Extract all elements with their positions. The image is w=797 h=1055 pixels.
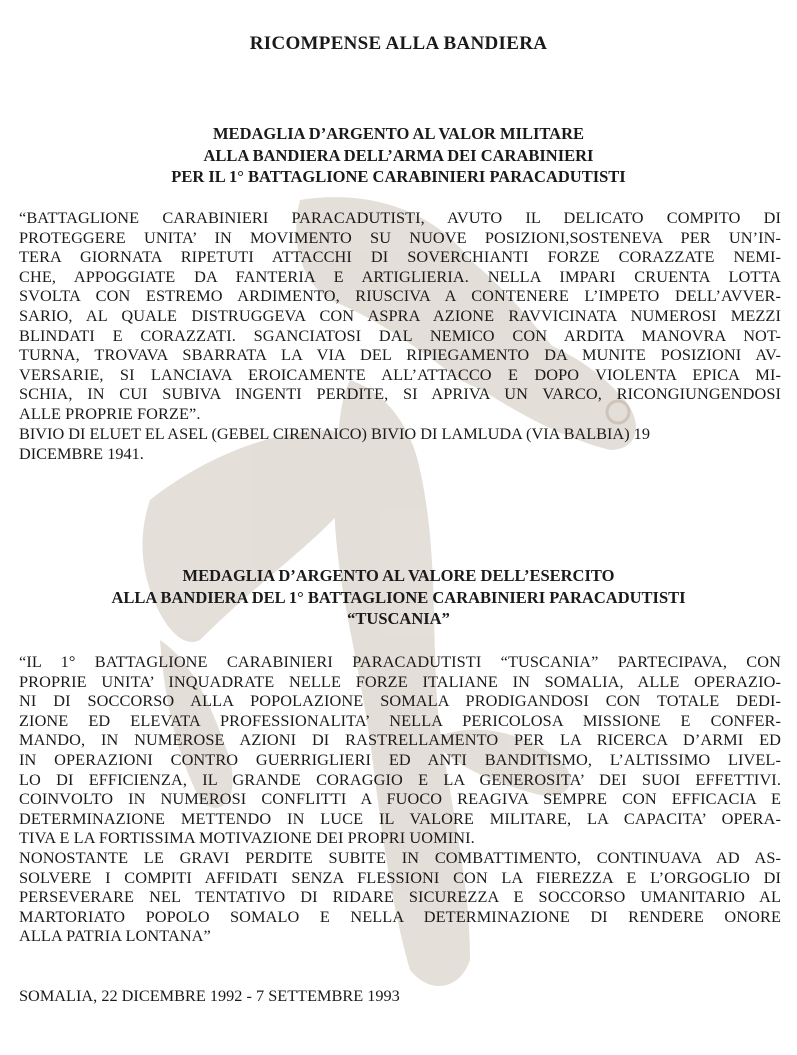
- place-date-line: DICEMBRE 1941.: [19, 443, 144, 463]
- citation-line: IN OPERAZIONI CONTRO GUERRIGLIERI ED ANTI BANDITISMO, L’ALTISSIMO LIVEL-: [19, 749, 781, 769]
- award-1-heading-line: PER IL 1° BATTAGLIONE CARABINIERI PARACADUTISTI: [171, 167, 626, 186]
- citation-line: ALLA PATRIA LONTANA”: [19, 926, 211, 946]
- award-2-heading-line: MEDAGLIA D’ARGENTO AL VALORE DELL’ESERCITO: [182, 566, 615, 585]
- citation-line: MANDO, IN NUMEROSE AZIONI DI RASTRELLAMENTO PER LA RICERCA D’ARMI ED: [19, 730, 781, 750]
- citation-line: TURNA, TROVAVA SBARRATA LA VIA DEL RIPIEGAMENTO DA MUNITE POSIZIONI AV-: [19, 345, 781, 365]
- citation-line: PERSEVERARE NEL TENTATIVO DI RIDARE SICUREZZA E SOCCORSO UMANITARIO AL: [19, 887, 781, 907]
- citation-line: SCHIA, IN CUI SUBIVA INGENTI PERDITE, SI APRIVA UN VARCO, RICONGIUNGENDOSI: [19, 384, 781, 404]
- award-2-heading-line: “TUSCANIA”: [347, 609, 450, 628]
- award-2-place-date: [19, 986, 781, 1006]
- citation-line: PROTEGGERE UNITA’ IN MOVIMENTO SU NUOVE POSIZIONI,SOSTENEVA PER UN’IN-: [19, 227, 781, 247]
- citation-line: TIVA E LA FORTISSIMA MOTIVAZIONE DEI PROPRI UOMINI.: [19, 828, 475, 848]
- citation-line: BLINDATI E CORAZZATI. SGANCIATOSI DAL NEMICO CON ARDITA MANOVRA NOT-: [19, 325, 781, 345]
- citation-line: SVOLTA CON ESTREMO ARDIMENTO, RIUSCIVA A CONTENERE L’IMPETO DELL’AVVER-: [19, 286, 781, 306]
- place-date-line: BIVIO DI ELUET EL ASEL (GEBEL CIRENAICO) BIVIO DI LAMLUDA (VIA BALBIA) 19: [19, 424, 650, 443]
- citation-line: NONOSTANTE LE GRAVI PERDITE SUBITE IN COMBATTIMENTO, CONTINUAVA AD AS-: [19, 847, 781, 867]
- award-1-citation: [19, 208, 781, 424]
- citation-line: MARTORIATO POPOLO SOMALO E NELLA DETERMINAZIONE DI RENDERE ONORE: [19, 906, 781, 926]
- citation-line: TERA GIORNATA RIPETUTI ATTACCHI DI SOVERCHIANTI FORZE CORAZZATE NEMI-: [19, 247, 781, 267]
- citation-line: ZIONE ED ELEVATA PROFESSIONALITA’ NELLA PERICOLOSA MISSIONE E CONFER-: [19, 710, 781, 730]
- award-1-heading-line: MEDAGLIA D’ARGENTO AL VALOR MILITARE: [212, 124, 585, 143]
- citation-line: DETERMINAZIONE METTENDO IN LUCE IL VALORE MILITARE, LA CAPACITA’ OPERA-: [19, 808, 781, 828]
- award-1-heading: [0, 123, 797, 188]
- page-title: RICOMPENSE ALLA BANDIERA: [249, 33, 548, 54]
- award-1-place-date: [19, 424, 781, 463]
- award-1-heading-line: ALLA BANDIERA DELL’ARMA DEI CARABINIERI: [203, 145, 594, 165]
- citation-line: “BATTAGLIONE CARABINIERI PARACADUTISTI, AVUTO IL DELICATO COMPITO DI: [19, 208, 781, 227]
- citation-line: “IL 1° BATTAGLIONE CARABINIERI PARACADUTISTI “TUSCANIA” PARTECIPAVA, CON: [19, 652, 781, 671]
- award-2-heading-line: ALLA BANDIERA DEL 1° BATTAGLIONE CARABINIERI PARACADUTISTI: [111, 587, 686, 607]
- citation-line: SOLVERE I COMPITI AFFIDATI SENZA FLESSIONI CON LA FIEREZZA E L’ORGOGLIO DI: [19, 867, 781, 887]
- citation-line: PROPRIE UNITA’ INQUADRATE NELLE FORZE ITALIANE IN SOMALIA, ALLE OPERAZIO-: [19, 671, 781, 691]
- citation-line: NI DI SOCCORSO ALLA POPOLAZIONE SOMALA PRODIGANDOSI CON TOTALE DEDI-: [19, 691, 781, 711]
- citation-line: COINVOLTO IN NUMEROSI CONFLITTI A FUOCO REAGIVA SEMPRE CON EFFICACIA E: [19, 789, 781, 809]
- citation-line: ALLE PROPRIE FORZE”.: [19, 403, 201, 423]
- citation-line: LO DI EFFICIENZA, IL GRANDE CORAGGIO E LA GENEROSITA’ DEI SUOI EFFETTIVI.: [19, 769, 781, 789]
- citation-line: CHE, APPOGGIATE DA FANTERIA E ARTIGLIERIA. NELLA IMPARI CRUENTA LOTTA: [19, 266, 781, 286]
- citation-line: SARIO, AL QUALE DISTRUGGEVA CON ASPRA AZIONE RAVVICINATA NUMEROSI MEZZI: [19, 305, 781, 325]
- place-date-line: SOMALIA, 22 DICEMBRE 1992 - 7 SETTEMBRE 1993: [19, 986, 400, 1005]
- citation-line: VERSARIE, SI LANCIAVA EROICAMENTE ALL’ATTACCO E DOPO VIOLENTA EPICA MI-: [19, 364, 781, 384]
- award-2-citation: [19, 652, 781, 946]
- award-2-heading: [0, 565, 797, 630]
